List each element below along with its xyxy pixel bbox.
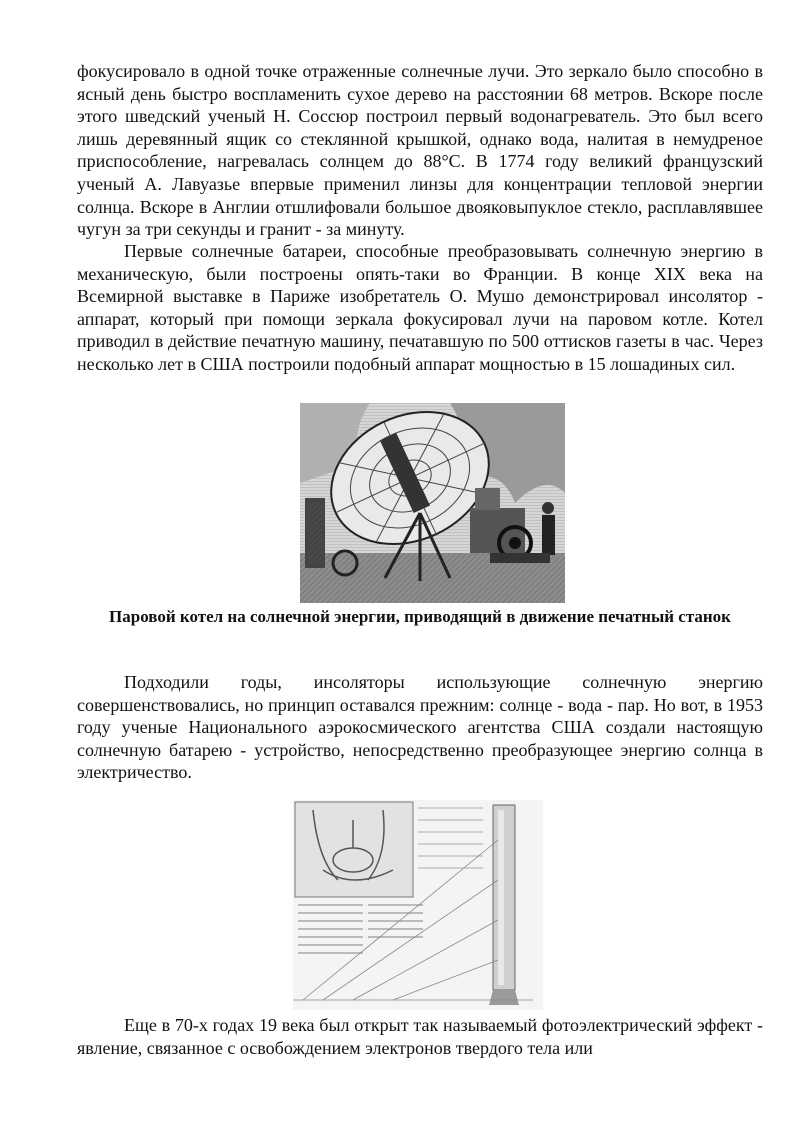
solar-battery-diagram-image [293,800,543,1010]
paragraph-2: Первые солнечные батареи, способные преобразовывать солнечную энергию в механическую, были построены опять-таки во Франции. В конце XIX века на Всемирной выставке в Париже изобретатель О. Мушо демонстрировал инсолятор - аппарат, который при помощи зеркала фокусировал лучи на паровом котле. Котел приводил в действие печатную машину, печатавшую по 500 оттисков газеты в час. Через несколько лет в США построили подобный аппарат мощностью в 15 лошадиных сил. [77,241,763,374]
paragraph-4: Еще в 70-х годах 19 века был открыт так называемый фотоэлектрический эффект - явление, связанное с освобождением электронов твердого тела или [77,1015,763,1058]
paragraph-3: Подходили годы, инсоляторы использующие солнечную энергию совершенствовались, но принцип оставался прежним: солнце - вода - пар. Но вот, в 1953 году ученые Национального аэрокосмического агентства США создали настоящую солнечную батарею - устройство, непосредственно преобразующее энергию солнца в электричество. [77,672,763,783]
paragraph-1: фокусировало в одной точке отраженные солнечные лучи. Это зеркало было способно в ясный день быстро воспламенить сухое дерево на расстоянии 68 метров. Вскоре после этого шведский ученый Н. Соссюр построил первый водонагреватель. Это был всего лишь деревянный ящик со стеклянной крышкой, однако вода, налитая в немудреное приспособление, нагревалась солнцем до 88°C. В 1774 году великий французский ученый А. Лавуазье впервые применил линзы для концентрации тепловой энергии солнца. Вскоре в Англии отшлифовали большое двояковыпуклое стекло, расплавлявшее чугун за три секунды и гранит - за минуту. [77,61,763,240]
figure-caption: Паровой котел на солнечной энергии, приводящий в движение печатный станок [109,607,731,626]
steam-boiler-engraving-image [300,403,565,603]
